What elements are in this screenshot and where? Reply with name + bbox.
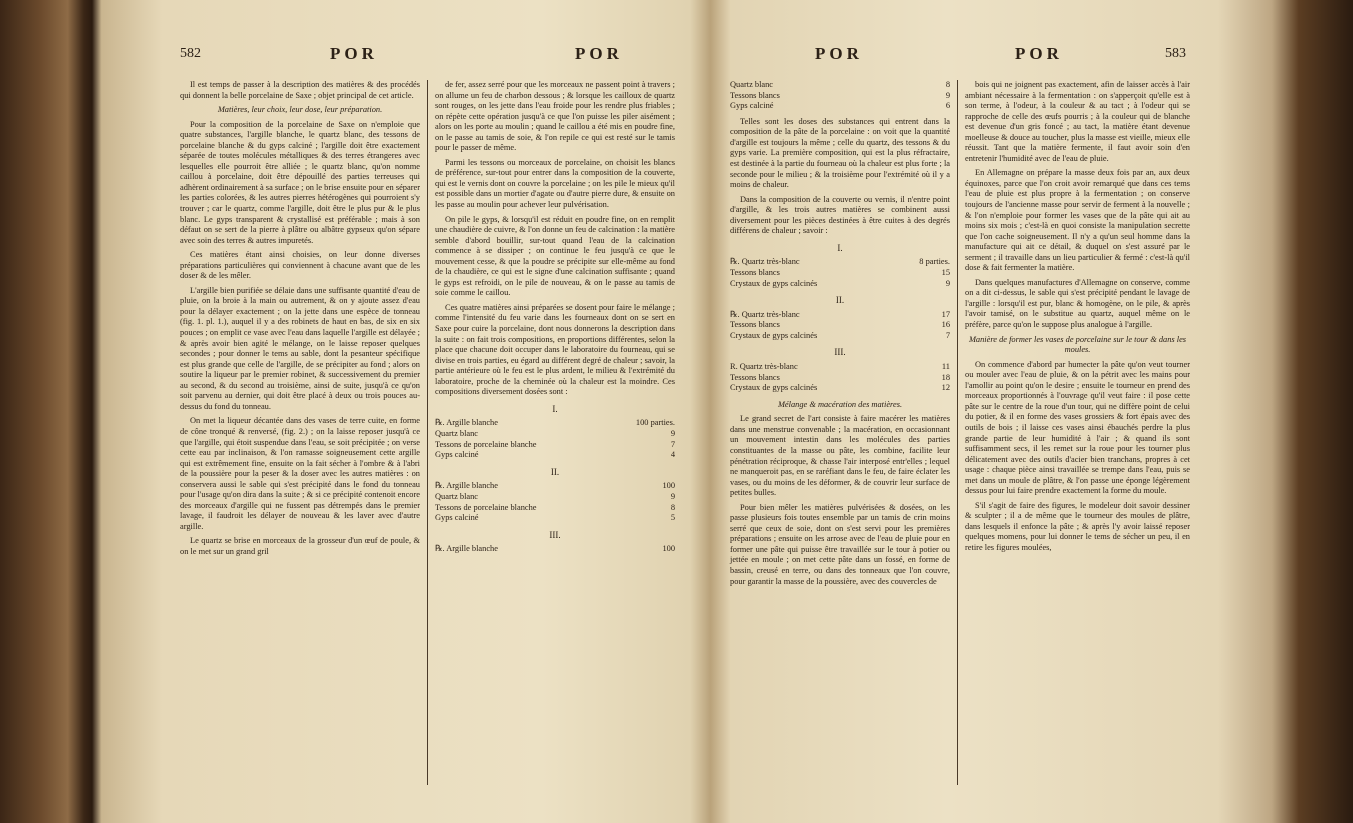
section-heading: Mélange & macération des matières.: [777, 399, 903, 409]
glaze-row: Tessons blancs 18: [730, 372, 950, 382]
paragraph: Pour bien mêler les matières pulvérisées & dosées, on les passe plusieurs fois toutes ensemble par un tamis de crin moins serré que ceux de soie, dont on s'est servi pour les premières préparations ; ensuite on les arrose avec de l'eau de pluie pour en former une pâte qui puisse être travaillée sur le tour à potier ou jettée en moule ; on met cette pâte dans un fossé, en forme de bassin, creusé en terre, ou dans des tonneaux que l'on couvre, pour garantir la masse de la poussière, avec des couvercles de: [730, 502, 950, 586]
glaze-number: I.: [837, 242, 843, 253]
paragraph: On commence d'abord par humecter la pâte qu'on veut tourner ou mouler avec l'eau de pluie, & on la pétrit avec les mains pour l'amollir au point qu'on le desire ; ensuite le tourneur en prend des morceaux proportionnés à l'ouvrage qu'il veut faire : il pose cette pâte sur le centre de la roue d'un tour, qui ne diffère point de celui du potier, & il en forme des vases grossiers & fort épais avec des outils de bois ; il laisse ces vases ainsi ébauchés perdre la plus grande partie de leur humidité à l'air ; & quand ils sont suffisamment secs, il les remet sur la roue pour les tourner plus délicatement avec des outils d'acier bien tranchans, propres à cet usage : chaque pièce ainsi travaillée se trempe dans l'eau, puis se met dans un moule de plâtre, & l'on passe une éponge légèrement dessus pour lui faire prendre exactement la forme du moule.: [965, 359, 1190, 496]
paragraph: bois qui ne joignent pas exactement, afin de laisser accès à l'air ambiant nécessaire à la fermentation : on s'apperçoit qu'elle est à son terme, à l'odeur, à la couleur & au tact ; à l'odeur qui se rapproche de celle des œufs pourris ; à la couleur qui de blanche est devenue d'un gris foncé ; au tact, la matière étant devenue moelleuse & douce au toucher, plus la masse est vieille, mieux elle réussit. Tant que la matière fermente, il faut avoir soin d'en entretenir l'humidité avec de l'eau de pluie.: [965, 80, 1190, 163]
recipe-row: Tessons de porcelaine blanche 8: [435, 502, 675, 512]
running-header: POR: [815, 44, 863, 63]
paragraph: de fer, assez serré pour que les morceaux ne passent point à travers ; on allume un feu de charbon dessous ; & lorsque les cailloux de quartz sont rouges, on les jette dans l'eau froide pour les rendre plus friables ; on répète cette opération jusqu'à ce que l'on puisse les piler aisément ; alors on les porte au moulin ; quand le caillou a été mis en poudre fine, on le passe au tamis de soie, & l'on repile ce qui est resté sur le tamis pour le passer de même.: [435, 80, 675, 153]
running-header: POR: [1015, 44, 1063, 63]
page-number: 582: [180, 46, 201, 61]
glaze-number: II.: [835, 295, 845, 306]
column-left-2: [435, 80, 675, 555]
column-rule: [427, 80, 428, 785]
recipe-row: Tessons de porcelaine blanche 7: [435, 439, 675, 449]
recipe-number: III.: [549, 529, 561, 540]
section-heading: Matières, leur choix, leur dose, leur préparation.: [217, 105, 383, 115]
paragraph: Parmi les tessons ou morceaux de porcelaine, on choisit les blancs de préférence, sur-tout pour entrer dans la composition de la couverte, qui est le vernis dont on couvre la porcelaine ; on les pile le mieux qu'il est possible dans un mortier d'agate ou d'autre pierre dure, & ensuite on les passe au moulin pour achever leur pulvérisation.: [435, 157, 675, 210]
recipe-number: II.: [550, 466, 560, 477]
paragraph: On met la liqueur décantée dans des vases de terre cuite, en forme de cône tronqué & renversé, (fig. 2.) ; on la laisse reposer jusqu'à ce que l'argille, qui étoit suspendue dans l'eau, se soit précipitée ; on verse cette eau par inclinaison, & l'on ramasse soigneusement cette argille qui est extrêmement fine, ensuite on la fait sécher à l'ombre & à l'abri de la poussière pour la peser & la doser avec les autres matières : on conservera aussi le sable qui s'est précipité dans le fond du tonneau pour l'usage qu'on dira dans la suite ; & si ce précipité contenoit encore des morceaux d'argille qui ne fussent pas détrempés dans le premier lavage, il faudroit les délayer de nouveau & les laver avec d'autre argille.: [180, 416, 420, 531]
recipe-row: Tessons blancs 9: [730, 90, 950, 100]
paragraph: Le quartz se brise en morceaux de la grosseur d'un œuf de poule, & on le met sur un grand gril: [180, 536, 420, 556]
recipe-row: Gyps calciné 5: [435, 513, 675, 523]
column-left-1: [180, 80, 420, 562]
section-heading: Manière de former les vases de porcelaine sur le tour & dans les moules.: [968, 334, 1187, 355]
column-rule: [957, 80, 958, 785]
glaze-number: III.: [834, 347, 846, 358]
running-header: POR: [575, 44, 623, 63]
recipe-row: ℞. Argille blanche 100: [435, 544, 675, 554]
paragraph: On pile le gyps, & lorsqu'il est réduit en poudre fine, on en remplit une chaudière de cuivre, & l'on donne un feu de calcination : la matière semble d'abord bouillir, sur-tout quand l'eau de la calcination commence à se dissiper ; on continue le feu jusqu'à ce que le mouvement cesse, & que la poudre se précipite sur elle-même au fond de la chaudière, ce qui est le signe d'une calcination suffisante ; quand le gyps est refroidi, on le pile de nouveau, & on le passe au tamis de soie comme le caillou.: [435, 214, 675, 298]
glaze-row: Crystaux de gyps calcinés 9: [730, 278, 950, 288]
recipe-row: Quartz blanc 9: [435, 491, 675, 501]
glaze-row: ℞. Quartz très-blanc 17: [730, 309, 950, 319]
recipe-row: ℞. Argille blanche 100: [435, 481, 675, 491]
recipe-row: Gyps calciné 4: [435, 450, 675, 460]
running-header: POR: [330, 44, 378, 63]
paragraph: En Allemagne on prépare la masse deux fois par an, aux deux équinoxes, parce que l'on croit avoir remarqué que dans ces tems l'eau de pluie est plus propre à la fermentation ; on conserve toujours de l'ancienne masse pour servir de ferment à la nouvelle ; & l'on n'emploie pour former les vases que de la pâte qui ait au moins six mois ; c'est-là en quoi consiste la manipulation secrette que l'on cache soigneusement. Il n'y a qu'un seul homme dans la manufacture qui ait ce détail, & duquel on s'est assuré par le serment ; il travaille dans un lieu particulier & fermé : c'est-là qu'il dose & fait fermenter la matière.: [965, 168, 1190, 273]
recipe-number: I.: [552, 403, 558, 414]
paragraph: Telles sont les doses des substances qui entrent dans la composition de la pâte de la porcelaine : on voit que la quantité d'argille est toujours la même ; celle du quartz, des tessons & du gyps varie. La première composition, qui est la plus réfractaire, est destinée à la partie du fourneau où la chaleur est plus forte ; la seconde pour le milieu ; & la troisième pour l'extrémité où il y a moins de chaleur.: [730, 116, 950, 190]
glaze-row: Tessons blancs 16: [730, 320, 950, 330]
paragraph: Ces matières étant ainsi choisies, on leur donne diverses préparations particulières qui conviennent à chacune avant que de les doser & de les mêler.: [180, 250, 420, 281]
paragraph: Ces quatre matières ainsi préparées se dosent pour faire le mélange ; comme l'intensité du feu varie dans les fourneaux dont on se sert en Saxe pour cuire la porcelaine, dont nous donnerons la description dans la suite : on fait trois compositions, en proportions différentes, selon la place que chacune doit occuper dans le laboratoire du fourneau, qui se divise en trois parties, eu égard au différent degré de chaleur ; savoir, la partie antérieure où le feu est le plus ardent, le milieu & l'extrémité du laboratoire, proche de la cheminée où la chaleur est la moindre. Ces compositions diversement dosées sont :: [435, 302, 675, 397]
paragraph: Dans la composition de la couverte ou vernis, il n'entre point d'argille, & les trois autres matières se combinent aussi diversement pour les pièces destinées à être cuites à des degrés différens de chaleur ; savoir :: [730, 194, 950, 236]
page-number: 583: [1165, 46, 1186, 61]
glaze-row: ℞. Quartz très-blanc 8 parties.: [730, 257, 950, 267]
glaze-row: Tessons blancs 15: [730, 267, 950, 277]
column-right-1: [730, 80, 950, 591]
recipe-row: Quartz blanc 8: [730, 80, 950, 89]
paragraph: Dans quelques manufactures d'Allemagne on conserve, comme on a dit ci-dessus, le sable qui s'est précipité pendant le lavage de l'argille : lorsqu'il est pur, blanc & homogène, on le pile, & après l'avoir tamisé, on le substitue au quartz, auquel même on le préfère, parce qu'on le suppose plus analogue à l'argille.: [965, 277, 1190, 330]
paragraph: Pour la composition de la porcelaine de Saxe on n'emploie que quatre substances, l'argille blanche, le quartz blanc, des tessons de porcelaine blanche & du gyps calciné ; l'argille doit être exactement séparée de toutes molécules métalliques & des terres étrangeres avec lesquelles elle pourroit être alliée ; le quartz blanc, qu'on nomme caillou à porcelaine, doit être dépouillé des parties terreuses qui adhèrent ordinairement à sa surface ; on le brise ensuite pour en séparer les parties colorées, & les autres pierres hétérogènes qui pourroient s'y trouver ; car le quartz, comme l'argille, doit être le plus pur & le plus blanc. Le gyps transparent & crystallisé est préférable ; mais à son défaut on se sert de la pierre à plâtre ou albâtre gypseux qu'on sépare avec soin des terres & autres impuretés.: [180, 119, 420, 245]
glaze-row: Crystaux de gyps calcinés 12: [730, 383, 950, 393]
recipe-row: Quartz blanc 9: [435, 429, 675, 438]
glaze-row: Crystaux de gyps calcinés 7: [730, 330, 950, 340]
recipe-row: ℞. Argille blanche 100 parties.: [435, 418, 675, 428]
paragraph: L'argille bien purifiée se délaie dans une suffisante quantité d'eau de pluie, on la broie à la main ou autrement, & on y ajoute assez d'eau pour la délayer exactement ; on la jette dans une espèce de tonneau (fig. 1. pl. 1.), auquel il y a des robinets de haut en bas, de six en six pouces ; on emplit ce vase avec l'eau dans laquelle l'argille est délayée ; & après avoir bien agité le mélange, on le laisse reposer quelques secondes ; pour donner le tems au sable, dont la pesanteur spécifique est plus grande que celle de l'argille, de se précipiter au fond ; alors on soutire la liqueur par le premier robinet, & successivement du premier au second, & du second au troisième, ainsi de suite, jusqu'à ce qu'on soit parvenu au dernier, qui doit être placé à deux ou trois pouces au-dessus du fond du tonneau.: [180, 285, 420, 411]
paragraph: S'il s'agit de faire des figures, le modeleur doit savoir dessiner & sculpter ; il a de même que le tourneur des moules de plâtre, dans lesquels il enfonce la pâte ; & après l'y avoir laissé reposer quelques momens, pour lui donner le tems de sécher un peu, il en retire les figures moulées,: [965, 500, 1190, 552]
paragraph: Il est temps de passer à la description des matières & des procédés qui donnent la belle porcelaine de Saxe ; objet principal de cet article.: [180, 80, 420, 100]
recipe-row: Gyps calciné 6: [730, 101, 950, 111]
column-right-2: [965, 80, 1190, 558]
glaze-row: R. Quartz très-blanc 11: [730, 362, 950, 371]
paragraph: Le grand secret de l'art consiste à faire macérer les matières dans une menstrue convenable ; la macération, en occasionnant un mouvement intestin dans les molécules des parties constituantes de la masse ou pâte, les combine, facilite leur pénétration réciproque, & chasse l'air interposé entr'elles ; lequel ne manqueroit pas, en se raréfiant dans le feu, de faire éclater les vases, ou du moins de les déformer, & de couvrir leur surface de petites bulles.: [730, 414, 950, 498]
